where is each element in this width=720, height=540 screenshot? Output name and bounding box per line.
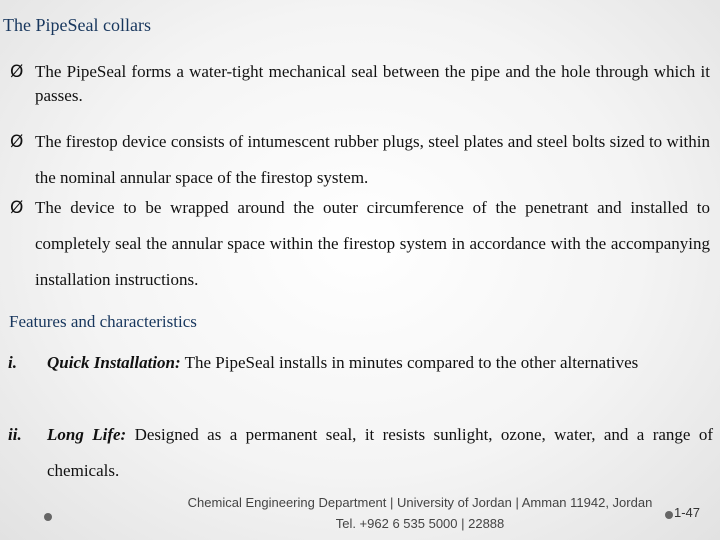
feature-number: i. — [8, 353, 17, 372]
feature-lead: Quick Installation: — [47, 353, 181, 372]
feature-item — [8, 417, 713, 489]
footer-line-1: Chemical Engineering Department | University of Jordan | Amman 11942, Jordan — [187, 495, 653, 510]
page-number: 1-47 — [674, 505, 701, 520]
feature-description: The PipeSeal installs in minutes compared to the other alternatives — [180, 353, 639, 372]
feature-item — [8, 345, 713, 381]
footer — [170, 492, 670, 534]
bullet-text: The device to be wrapped around the outer circumference of the penetrant and installed to completely seal the annular space within the firestop system in accordance with the accompanying installation instructions. — [35, 198, 710, 289]
feature-text — [47, 345, 713, 381]
arrow-bullet-icon: Ø — [10, 62, 24, 82]
feature-lead: Long Life: — [47, 425, 127, 444]
features-heading: Features and characteristics — [9, 312, 197, 331]
page-dot-icon — [665, 511, 673, 519]
arrow-bullet-icon: Ø — [10, 132, 24, 152]
arrow-bullet-icon: Ø — [10, 198, 24, 218]
slide-title: The PipeSeal collars — [3, 15, 151, 35]
footer-dot-icon — [44, 513, 52, 521]
bullet-text: The PipeSeal forms a water-tight mechanical seal between the pipe and the hole through which it passes. — [35, 62, 710, 105]
feature-description: Designed as a permanent seal, it resists sunlight, ozone, water, and a range of chemicals. — [47, 425, 713, 480]
bullet-text: The firestop device consists of intumescent rubber plugs, steel plates and steel bolts sized to within the nominal annular space of the firestop system. — [35, 132, 710, 187]
footer-line-2: Tel. +962 6 535 5000 | 22888 — [335, 516, 505, 531]
feature-text — [47, 417, 713, 489]
bullet-item — [10, 190, 710, 298]
feature-number: ii. — [8, 425, 22, 444]
bullet-item — [10, 60, 710, 108]
bullet-item — [10, 124, 710, 196]
